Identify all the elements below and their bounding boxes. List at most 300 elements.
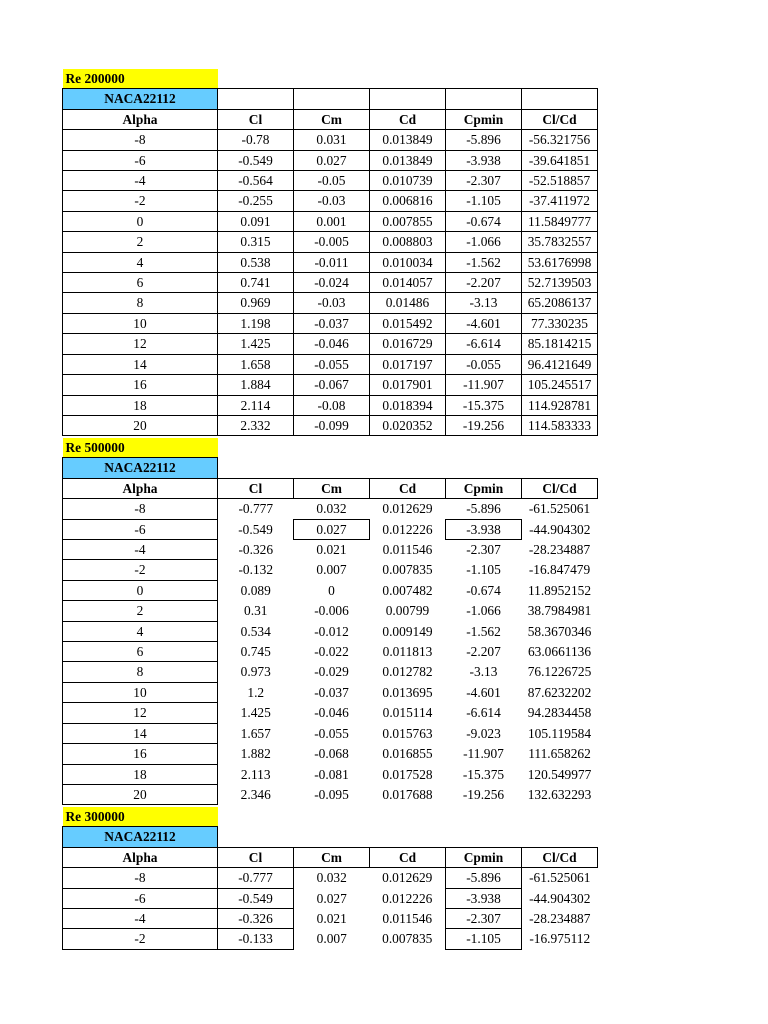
- cpmin-cell: -3.13: [469, 664, 498, 680]
- clcd-cell: 65.2086137: [522, 293, 598, 313]
- empty-cell: [370, 69, 446, 89]
- table-row: [63, 723, 598, 743]
- empty-cell: [522, 827, 598, 847]
- clcd-cell: 11.8952152: [527, 582, 592, 598]
- clcd-cell: 52.7139503: [522, 273, 598, 293]
- column-header: Alpha: [63, 847, 218, 867]
- cl-cell: -0.564: [218, 171, 294, 191]
- airfoil-label: NACA22112: [63, 827, 218, 847]
- cm-cell: -0.099: [294, 415, 370, 435]
- header-row: [63, 109, 598, 129]
- alpha-cell: 10: [63, 682, 218, 702]
- cl-cell: -0.326: [218, 909, 294, 929]
- table-row: [63, 519, 598, 539]
- empty-cell: [370, 438, 446, 458]
- column-header: Cl: [218, 109, 294, 129]
- alpha-cell: -6: [63, 150, 218, 170]
- empty-cell: [446, 458, 522, 478]
- empty-cell: [294, 458, 370, 478]
- clcd-cell: 105.245517: [522, 375, 598, 395]
- cl-cell: -0.255: [218, 191, 294, 211]
- table-row: [63, 375, 598, 395]
- data-block: [62, 438, 598, 805]
- cpmin-cell: -6.614: [466, 705, 501, 721]
- alpha-cell: 10: [63, 313, 218, 333]
- column-header: Cl/Cd: [522, 478, 598, 498]
- cd-cell: 0.013849: [370, 130, 446, 150]
- cpmin-cell: -19.256: [446, 415, 522, 435]
- cl-cell: -0.549: [238, 521, 273, 537]
- cl-cell: -0.132: [238, 562, 274, 578]
- cm-cell: -0.012: [314, 623, 349, 639]
- table-row: [63, 395, 598, 415]
- cm-cell: -0.024: [294, 273, 370, 293]
- empty-cell: [370, 807, 446, 827]
- alpha-cell: -4: [63, 909, 218, 929]
- re-row: [63, 438, 598, 458]
- cm-cell: 0.021: [316, 542, 347, 558]
- cl-cell: 0.969: [218, 293, 294, 313]
- table-row: [63, 621, 598, 641]
- cl-cell: 0.089: [240, 582, 271, 598]
- cd-cell: 0.007835: [382, 931, 433, 947]
- cl-cell: 0.745: [240, 644, 271, 660]
- cl-cell: 0.31: [244, 603, 268, 619]
- header-row: [63, 478, 598, 498]
- table-row: [63, 909, 598, 929]
- table-row: [63, 499, 598, 519]
- cm-cell: -0.03: [294, 191, 370, 211]
- airfoil-row: [63, 458, 598, 478]
- cm-cell: 0.007: [316, 562, 347, 578]
- column-header: Cl: [218, 847, 294, 867]
- alpha-cell: 4: [63, 252, 218, 272]
- clcd-cell: 120.549977: [527, 766, 592, 782]
- cpmin-cell: -0.674: [466, 582, 501, 598]
- empty-cell: [446, 827, 522, 847]
- table-row: [63, 150, 598, 170]
- cl-cell: -0.326: [238, 542, 274, 558]
- cm-cell: -0.067: [294, 375, 370, 395]
- cpmin-cell: -15.375: [446, 395, 522, 415]
- table-row: [63, 682, 598, 702]
- alpha-cell: 14: [63, 723, 218, 743]
- clcd-cell: -61.525061: [528, 501, 591, 517]
- cpmin-cell: -1.562: [466, 623, 501, 639]
- empty-cell: [522, 89, 598, 109]
- clcd-cell: -39.641851: [522, 150, 598, 170]
- cd-cell: 0.013849: [370, 150, 446, 170]
- clcd-cell: -44.904302: [529, 890, 591, 906]
- cd-cell: 0.017197: [370, 354, 446, 374]
- cd-cell: 0.006816: [370, 191, 446, 211]
- empty-cell: [446, 69, 522, 89]
- cd-cell: 0.017528: [382, 766, 433, 782]
- empty-cell: [218, 438, 294, 458]
- table-row: [63, 703, 598, 723]
- cl-cell: 1.2: [247, 684, 265, 700]
- cd-cell: 0.007855: [370, 211, 446, 231]
- cpmin-cell: -2.207: [466, 644, 501, 660]
- alpha-cell: -2: [63, 191, 218, 211]
- cm-cell: -0.08: [294, 395, 370, 415]
- cl-cell: 2.332: [218, 415, 294, 435]
- clcd-cell: -52.518857: [522, 171, 598, 191]
- alpha-cell: 0: [63, 580, 218, 600]
- alpha-cell: -6: [63, 519, 218, 539]
- alpha-cell: 14: [63, 354, 218, 374]
- cpmin-cell: -1.066: [446, 232, 522, 252]
- alpha-cell: -4: [63, 540, 218, 560]
- cd-cell: 0.014057: [370, 273, 446, 293]
- clcd-cell: 58.3670346: [527, 623, 592, 639]
- cm-cell: -0.068: [314, 746, 349, 762]
- cl-cell: -0.549: [218, 888, 294, 908]
- column-header: Cpmin: [446, 478, 522, 498]
- empty-cell: [218, 807, 294, 827]
- cpmin-cell: -2.307: [466, 542, 501, 558]
- cd-cell: 0.010034: [370, 252, 446, 272]
- cd-cell: 0.007835: [382, 562, 433, 578]
- table-row: [63, 662, 598, 682]
- data-table: [62, 438, 598, 805]
- airfoil-row: [63, 827, 598, 847]
- empty-cell: [522, 458, 598, 478]
- cm-cell: -0.046: [294, 334, 370, 354]
- clcd-cell: 77.330235: [522, 313, 598, 333]
- empty-cell: [446, 438, 522, 458]
- cl-cell: -0.777: [218, 868, 294, 888]
- header-row: [63, 847, 598, 867]
- cl-cell: 0.091: [218, 211, 294, 231]
- cpmin-cell: -2.307: [446, 171, 522, 191]
- alpha-cell: 8: [63, 662, 218, 682]
- table-row: [63, 540, 598, 560]
- cm-cell: -0.055: [294, 354, 370, 374]
- alpha-cell: 18: [63, 764, 218, 784]
- cm-cell: 0.001: [294, 211, 370, 231]
- cm-cell: 0.007: [316, 931, 347, 947]
- column-header: Cd: [370, 109, 446, 129]
- empty-cell: [218, 827, 294, 847]
- empty-cell: [370, 89, 446, 109]
- cd-cell: 0.008803: [370, 232, 446, 252]
- cm-cell: 0.027: [294, 519, 370, 539]
- table-row: [63, 784, 598, 804]
- empty-cell: [218, 458, 294, 478]
- clcd-cell: 38.7984981: [527, 603, 592, 619]
- cpmin-cell: -0.674: [446, 211, 522, 231]
- cl-cell: 1.658: [218, 354, 294, 374]
- cpmin-cell: -15.375: [462, 766, 505, 782]
- cl-cell: 2.114: [218, 395, 294, 415]
- alpha-cell: 4: [63, 621, 218, 641]
- cl-cell: 2.113: [240, 766, 271, 782]
- cpmin-cell: -5.896: [446, 868, 522, 888]
- alpha-cell: 6: [63, 642, 218, 662]
- cpmin-cell: -3.938: [446, 888, 522, 908]
- cd-cell: 0.01486: [370, 293, 446, 313]
- cpmin-cell: -9.023: [466, 725, 501, 741]
- alpha-cell: 20: [63, 415, 218, 435]
- alpha-cell: 2: [63, 601, 218, 621]
- cl-cell: 0.534: [240, 623, 271, 639]
- cl-cell: 1.884: [218, 375, 294, 395]
- re-label: Re 200000: [63, 69, 218, 89]
- table-row: [63, 580, 598, 600]
- clcd-cell: -61.525061: [529, 870, 591, 886]
- cl-cell: -0.549: [218, 150, 294, 170]
- cl-cell: 1.657: [240, 725, 271, 741]
- cd-cell: 0.013695: [382, 684, 433, 700]
- column-header: Cd: [370, 478, 446, 498]
- cpmin-cell: -11.907: [446, 375, 522, 395]
- cd-cell: 0.007482: [382, 582, 433, 598]
- clcd-cell: -28.234887: [529, 911, 591, 927]
- cd-cell: 0.012226: [382, 521, 433, 537]
- cd-cell: 0.010739: [370, 171, 446, 191]
- cpmin-cell: -11.907: [463, 746, 504, 762]
- table-row: [63, 334, 598, 354]
- data-table: [62, 807, 598, 950]
- cm-cell: 0.027: [316, 890, 347, 906]
- cm-cell: -0.005: [294, 232, 370, 252]
- clcd-cell: 96.4121649: [522, 354, 598, 374]
- alpha-cell: 12: [63, 334, 218, 354]
- cm-cell: 0.031: [294, 130, 370, 150]
- alpha-cell: 20: [63, 784, 218, 804]
- clcd-cell: -37.411972: [522, 191, 598, 211]
- data-block: [62, 69, 598, 436]
- clcd-cell: -16.847479: [528, 562, 591, 578]
- alpha-cell: 6: [63, 273, 218, 293]
- empty-cell: [446, 89, 522, 109]
- table-row: [63, 888, 598, 908]
- clcd-cell: -44.904302: [529, 521, 591, 537]
- table-row: [63, 211, 598, 231]
- cpmin-cell: -1.105: [446, 929, 522, 949]
- alpha-cell: 8: [63, 293, 218, 313]
- cpmin-cell: -1.562: [446, 252, 522, 272]
- cl-cell: 0.315: [218, 232, 294, 252]
- cd-cell: 0.016855: [382, 746, 433, 762]
- cl-cell: -0.777: [238, 501, 274, 517]
- cm-cell: -0.029: [314, 664, 349, 680]
- alpha-cell: -4: [63, 171, 218, 191]
- cl-cell: 0.741: [218, 273, 294, 293]
- table-row: [63, 313, 598, 333]
- cd-cell: 0.00799: [385, 603, 430, 619]
- alpha-cell: -8: [63, 499, 218, 519]
- table-row: [63, 171, 598, 191]
- re-label: Re 500000: [63, 438, 218, 458]
- clcd-cell: 53.6176998: [522, 252, 598, 272]
- empty-cell: [294, 69, 370, 89]
- empty-cell: [370, 827, 446, 847]
- cl-cell: 0.973: [240, 664, 271, 680]
- alpha-cell: 16: [63, 375, 218, 395]
- alpha-cell: 12: [63, 703, 218, 723]
- alpha-cell: -8: [63, 868, 218, 888]
- cm-cell: 0: [328, 582, 335, 598]
- column-header: Cd: [370, 847, 446, 867]
- cd-cell: 0.012226: [382, 890, 433, 906]
- cl-cell: -0.78: [218, 130, 294, 150]
- cm-cell: -0.037: [294, 313, 370, 333]
- table-row: [63, 273, 598, 293]
- cd-cell: 0.015114: [382, 705, 433, 721]
- empty-cell: [294, 807, 370, 827]
- cd-cell: 0.015492: [370, 313, 446, 333]
- clcd-cell: 11.5849777: [522, 211, 598, 231]
- cm-cell: -0.05: [294, 171, 370, 191]
- cd-cell: 0.017901: [370, 375, 446, 395]
- cpmin-cell: -3.938: [446, 519, 522, 539]
- column-header: Cl: [218, 478, 294, 498]
- cpmin-cell: -6.614: [446, 334, 522, 354]
- empty-cell: [446, 807, 522, 827]
- cpmin-cell: -3.13: [446, 293, 522, 313]
- table-row: [63, 642, 598, 662]
- cm-cell: 0.027: [294, 150, 370, 170]
- table-row: [63, 415, 598, 435]
- cpmin-cell: -3.938: [446, 150, 522, 170]
- empty-cell: [522, 438, 598, 458]
- table-row: [63, 764, 598, 784]
- cl-cell: 1.425: [218, 334, 294, 354]
- cm-cell: -0.011: [294, 252, 370, 272]
- cpmin-cell: -5.896: [466, 501, 501, 517]
- table-row: [63, 929, 598, 949]
- cd-cell: 0.015763: [382, 725, 433, 741]
- alpha-cell: -2: [63, 560, 218, 580]
- cpmin-cell: -4.601: [466, 684, 501, 700]
- cd-cell: 0.012629: [382, 870, 433, 886]
- alpha-cell: 18: [63, 395, 218, 415]
- alpha-cell: -8: [63, 130, 218, 150]
- cm-cell: -0.095: [314, 786, 349, 802]
- alpha-cell: -6: [63, 888, 218, 908]
- alpha-cell: 2: [63, 232, 218, 252]
- re-label: Re 300000: [63, 807, 218, 827]
- column-header: Cm: [294, 847, 370, 867]
- cl-cell: -0.133: [218, 929, 294, 949]
- alpha-cell: 16: [63, 744, 218, 764]
- clcd-cell: -28.234887: [528, 542, 591, 558]
- clcd-cell: 132.632293: [527, 786, 592, 802]
- table-row: [63, 354, 598, 374]
- clcd-cell: 87.6232202: [527, 684, 592, 700]
- column-header: Cl/Cd: [522, 109, 598, 129]
- cm-cell: 0.032: [316, 870, 347, 886]
- table-row: [63, 293, 598, 313]
- cd-cell: 0.020352: [370, 415, 446, 435]
- airfoil-label: NACA22112: [63, 458, 218, 478]
- table-row: [63, 601, 598, 621]
- column-header: Cm: [294, 109, 370, 129]
- alpha-cell: 0: [63, 211, 218, 231]
- cd-cell: 0.011813: [382, 644, 433, 660]
- cpmin-cell: -1.066: [466, 603, 501, 619]
- cpmin-cell: -5.896: [446, 130, 522, 150]
- table-row: [63, 252, 598, 272]
- clcd-cell: 94.2834458: [527, 705, 592, 721]
- cm-cell: -0.022: [314, 644, 349, 660]
- cl-cell: 0.538: [218, 252, 294, 272]
- empty-cell: [370, 458, 446, 478]
- cl-cell: 1.425: [240, 705, 271, 721]
- clcd-cell: 63.0661136: [527, 644, 592, 660]
- alpha-cell: -2: [63, 929, 218, 949]
- clcd-cell: 85.1814215: [522, 334, 598, 354]
- cd-cell: 0.011546: [382, 911, 433, 927]
- cd-cell: 0.018394: [370, 395, 446, 415]
- clcd-cell: 114.583333: [522, 415, 598, 435]
- empty-cell: [522, 69, 598, 89]
- cl-cell: 2.346: [240, 786, 271, 802]
- clcd-cell: 76.1226725: [527, 664, 592, 680]
- cd-cell: 0.012782: [382, 664, 433, 680]
- clcd-cell: -16.975112: [529, 931, 591, 947]
- data-block: [62, 807, 598, 950]
- column-header: Alpha: [63, 478, 218, 498]
- empty-cell: [218, 69, 294, 89]
- cpmin-cell: -1.105: [446, 191, 522, 211]
- table-row: [63, 560, 598, 580]
- clcd-cell: 114.928781: [522, 395, 598, 415]
- table-row: [63, 232, 598, 252]
- cd-cell: 0.012629: [382, 501, 433, 517]
- cm-cell: -0.055: [314, 725, 349, 741]
- table-row: [63, 191, 598, 211]
- cpmin-cell: -2.307: [446, 909, 522, 929]
- empty-cell: [294, 827, 370, 847]
- clcd-cell: -56.321756: [522, 130, 598, 150]
- clcd-cell: 105.119584: [527, 725, 592, 741]
- cm-cell: 0.032: [316, 501, 347, 517]
- cpmin-cell: -1.105: [466, 562, 501, 578]
- cpmin-cell: -19.256: [462, 786, 505, 802]
- re-row: [63, 69, 598, 89]
- clcd-cell: 111.658262: [528, 746, 591, 762]
- column-header: Cpmin: [446, 847, 522, 867]
- empty-cell: [218, 89, 294, 109]
- table-row: [63, 744, 598, 764]
- re-row: [63, 807, 598, 827]
- clcd-cell: 35.7832557: [522, 232, 598, 252]
- cm-cell: 0.021: [316, 911, 347, 927]
- cm-cell: -0.037: [314, 684, 349, 700]
- table-row: [63, 868, 598, 888]
- empty-cell: [294, 438, 370, 458]
- column-header: Cl/Cd: [522, 847, 598, 867]
- cpmin-cell: -4.601: [446, 313, 522, 333]
- cd-cell: 0.017688: [382, 786, 433, 802]
- data-table: [62, 69, 598, 436]
- cpmin-cell: -0.055: [446, 354, 522, 374]
- cm-cell: -0.006: [314, 603, 349, 619]
- cpmin-cell: -2.207: [446, 273, 522, 293]
- airfoil-row: [63, 89, 598, 109]
- empty-cell: [294, 89, 370, 109]
- table-row: [63, 130, 598, 150]
- cm-cell: -0.046: [314, 705, 349, 721]
- cd-cell: 0.016729: [370, 334, 446, 354]
- cd-cell: 0.011546: [382, 542, 433, 558]
- cl-cell: 1.198: [218, 313, 294, 333]
- column-header: Cm: [294, 478, 370, 498]
- column-header: Alpha: [63, 109, 218, 129]
